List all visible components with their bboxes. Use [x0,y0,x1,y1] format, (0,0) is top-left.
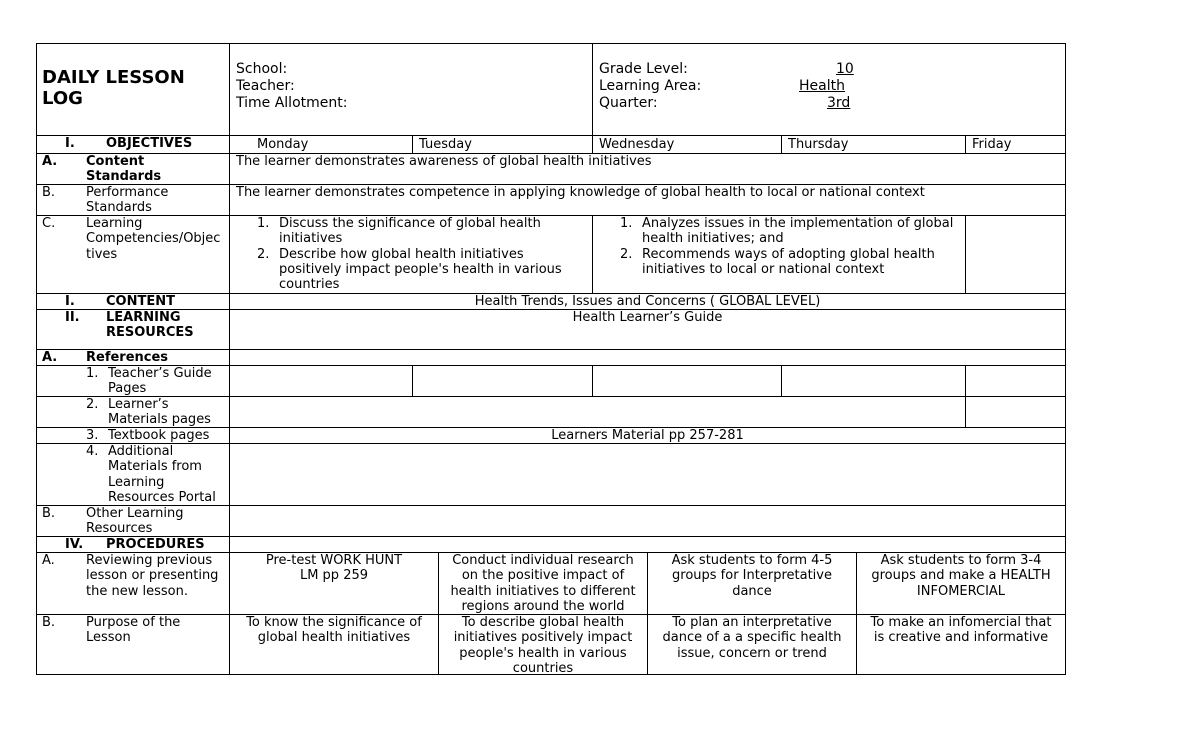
day-wednesday: Wednesday [599,137,675,152]
reviewing-lesson-label [86,553,218,599]
label-line: the new lesson. [86,583,188,599]
table-border-right [1065,43,1066,675]
list-line: Recommends ways of adopting global health [642,246,935,262]
column-line [592,215,593,293]
purpose-cell-monday [230,615,438,646]
cell-line: global health initiatives [257,630,411,646]
learning-resources-heading [106,310,194,341]
cell-line: issue, concern or trend [677,645,827,661]
label-line: Teacher’s Guide [108,366,212,381]
performance-standards-text: The learner demonstrates competence in applying knowledge of global health to local or national context [236,185,925,200]
grade-level-label: Grade Level: [599,61,688,77]
label-line: Learner’s [108,397,169,412]
item-letter: A. [42,350,58,365]
column-line [965,215,966,293]
list-line: initiatives [279,231,343,247]
purpose-cell-thursday [857,615,1065,646]
column-line [412,135,413,153]
list-number: 2. [86,397,99,412]
procedures-heading: PROCEDURES [106,537,205,552]
section-number: IV. [65,537,84,552]
cell-line: countries [512,660,574,676]
cell-line: To describe global health [461,615,625,630]
purpose-label [86,615,180,646]
label-line: Competencies/Objec [86,231,221,247]
label-line: Other Learning [86,506,184,521]
additional-materials-label [108,444,216,505]
cell-line: To know the significance of [246,615,422,630]
list-line: initiatives to local or national context [642,261,885,277]
label-line: Standards [86,169,162,185]
competencies-list-left [257,216,562,292]
label-line: Materials from [108,459,202,475]
label-line: Content [86,154,145,169]
quarter-value: 3rd [827,95,851,111]
label-line: lesson or presenting [86,568,219,584]
teacher-label: Teacher: [236,78,295,94]
grade-level-value: 10 [836,61,854,77]
label-line: tives [86,246,118,262]
cell-line: Conduct individual research [452,553,634,568]
table-border-top [36,43,1066,44]
row-line [36,349,1066,350]
learning-area-label: Learning Area: [599,78,702,94]
procedure-cell-thursday [857,553,1065,599]
competencies-list-right [620,216,953,277]
column-line [592,135,593,153]
cell-line: is creative and informative [873,630,1049,646]
column-line [965,135,966,153]
day-friday: Friday [972,137,1012,152]
cell-line: Ask students to form 3-4 [880,553,1042,568]
day-monday: Monday [257,137,309,152]
content-heading: CONTENT [106,294,175,309]
cell-line: dance of a a specific health [662,630,842,646]
list-line: countries [279,277,340,293]
objectives-heading: OBJECTIVES [106,136,193,151]
performance-standards-label [86,185,168,216]
title-line: LOG [42,88,83,109]
item-letter: A. [42,154,58,169]
label-line: Materials pages [108,412,211,428]
item-letter: B. [42,506,56,521]
section-number: I. [65,294,75,309]
other-resources-label [86,506,183,537]
label-line: Lesson [86,630,131,646]
item-letter: B. [42,185,56,200]
cell-line: INFOMERCIAL [916,583,1006,599]
label-line: Standards [86,200,152,216]
list-number: 3. [86,428,99,443]
content-standards-label [86,154,161,185]
label-line: Learning [86,216,143,231]
day-tuesday: Tuesday [419,137,472,152]
list-item [257,247,562,293]
content-topic: Health Trends, Issues and Concerns ( GLOBAL LEVEL) [474,294,821,309]
textbook-pages-label: Textbook pages [108,428,210,443]
label-line: Additional [108,444,174,459]
label-line: RESOURCES [106,325,194,341]
column-line [781,365,782,396]
cell-line: To make an infomercial that [870,615,1052,630]
learning-competencies-label [86,216,220,262]
list-item [620,216,953,247]
section-number: II. [65,310,80,325]
column-line [965,365,966,427]
list-line: health initiatives; and [642,231,784,247]
quarter-label: Quarter: [599,95,658,111]
procedure-cell-tuesday [439,553,647,614]
label-line: Reviewing previous [86,553,213,568]
title-line: DAILY LESSON [42,67,185,88]
day-thursday: Thursday [788,137,849,152]
cell-line: health initiatives to different [450,583,636,599]
purpose-cell-tuesday [439,615,647,676]
learning-area-value: Health [799,78,845,94]
list-item [620,247,953,278]
item-letter: B. [42,615,56,630]
label-line: Learning [108,474,165,490]
cell-line: groups and make a HEALTH [871,568,1051,584]
column-line [412,365,413,396]
cell-line: regions around the world [461,598,625,614]
list-number: 2. [257,246,270,262]
cell-line: people's health in various [459,645,627,661]
content-standards-text: The learner demonstrates awareness of global health initiatives [236,154,652,169]
cell-line: LM pp 259 [299,568,369,584]
cell-line: To plan an interpretative [672,615,832,630]
column-line [592,365,593,396]
item-letter: C. [42,216,56,231]
grade-info [599,61,701,112]
section-number: I. [65,136,75,151]
references-label: References [86,350,169,365]
school-field [236,61,347,112]
list-number: 2. [620,246,633,262]
textbook-pages-text: Learners Material pp 257-281 [551,428,744,443]
item-letter: A. [42,553,55,568]
list-line: positively impact people's health in various [279,261,562,277]
label-line: Pages [108,381,147,397]
label-line: Resources Portal [108,489,216,505]
learners-materials-label [108,397,211,428]
cell-line: on the positive impact of [461,568,625,584]
list-line: Discuss the significance of global health [279,216,541,231]
list-number: 4. [86,444,99,459]
list-line: Describe how global health initiatives [279,246,524,262]
document-title [42,67,185,109]
label-line: Purpose of the [86,615,181,630]
label-line: Resources [86,521,153,537]
procedure-cell-wednesday [648,553,856,599]
cell-line: initiatives positively impact [453,630,633,646]
label-line: LEARNING [106,310,181,325]
procedure-cell-monday [230,553,438,584]
list-item [257,216,562,247]
list-line: Analyzes issues in the implementation of global [642,216,954,231]
list-number: 1. [620,216,633,231]
list-number: 1. [257,216,270,231]
cell-line: Pre-test WORK HUNT [265,553,403,568]
time-allotment-label: Time Allotment: [236,95,348,111]
column-line [781,135,782,153]
school-label: School: [236,61,288,77]
cell-line: Ask students to form 4-5 [671,553,833,568]
purpose-cell-wednesday [648,615,856,661]
cell-line: groups for Interpretative [672,568,832,584]
cell-line: dance [732,583,772,599]
daily-lesson-log-table [36,43,1066,675]
table-border-left [36,43,37,675]
learning-resources-text: Health Learner’s Guide [572,310,723,325]
list-number: 1. [86,366,99,381]
label-line: Performance [86,185,169,200]
teachers-guide-label [108,366,212,397]
